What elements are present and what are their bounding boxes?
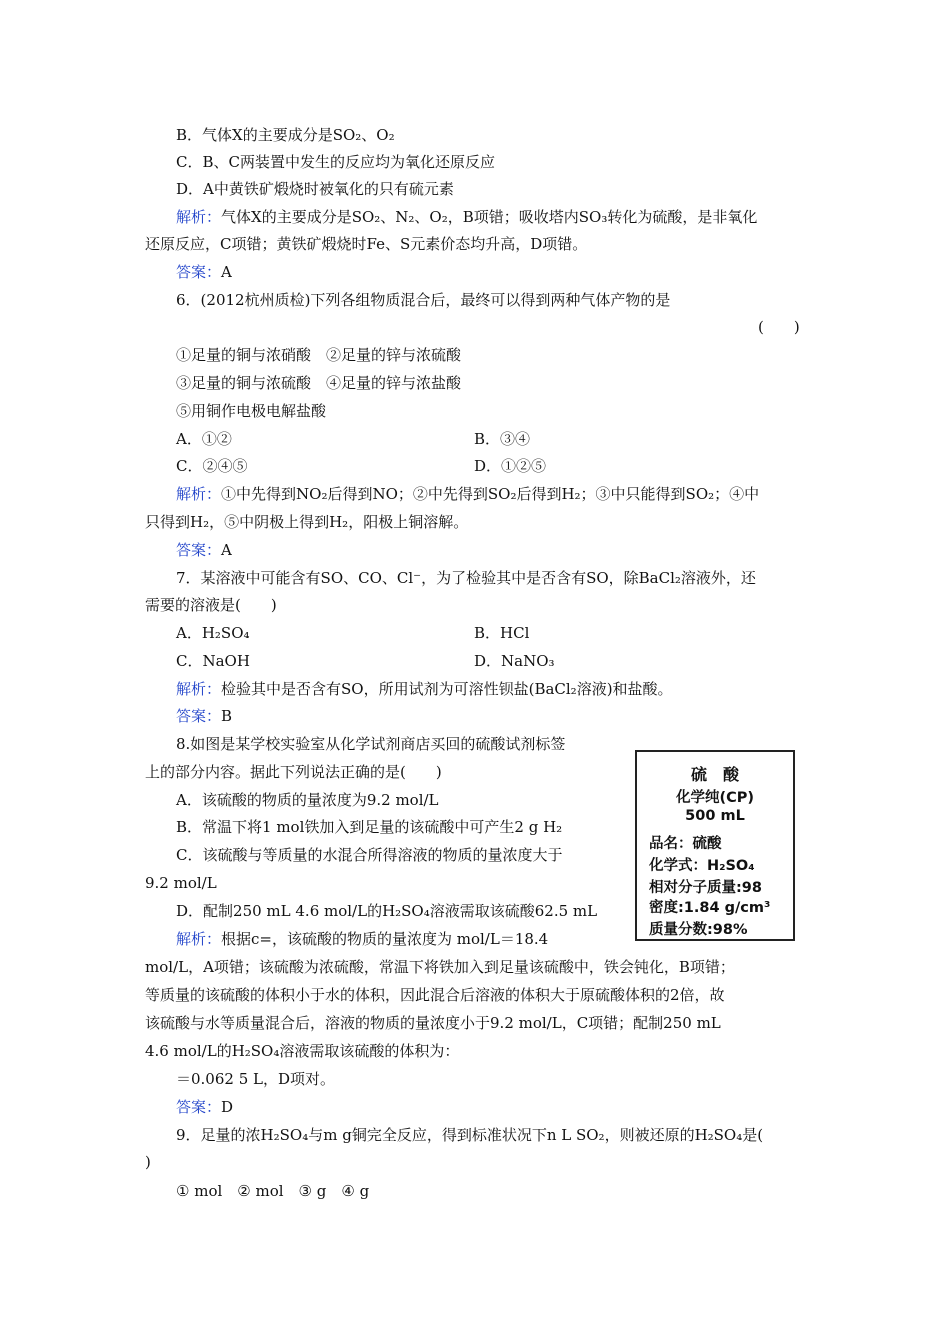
q8-option-c-line-2: 9.2 mol/L bbox=[145, 874, 217, 892]
q7-stem-line-1: 7．某溶液中可能含有SO、CO、Cl⁻，为了检验其中是否含有SO，除BaCl₂溶液外，还 bbox=[176, 569, 756, 587]
q8-analysis-line-1 bbox=[176, 928, 548, 950]
q8-analysis-line-6: ＝0.062 5 L，D项对。 bbox=[176, 1070, 336, 1088]
answer-value: B bbox=[221, 707, 233, 725]
q7-option-c: C．NaOH bbox=[176, 652, 250, 670]
q5-option-b: B．气体X的主要成分是SO₂、O₂ bbox=[176, 126, 395, 144]
label-grade: 化学纯(CP) bbox=[675, 790, 755, 806]
q8-analysis-line-2: mol/L，A项错；该硫酸为浓硫酸，常温下将铁加入到足量该硫酸中，铁会钝化，B项错； bbox=[145, 958, 735, 976]
q8-option-c-line-1: C．该硫酸与等质量的水混合所得溶液的物质的量浓度大于 bbox=[176, 846, 563, 864]
q8-stem-line-2: 上的部分内容。据此下列说法正确的是( ) bbox=[145, 763, 442, 781]
q6-option-c: C．②④⑤ bbox=[176, 457, 248, 475]
q6-option-a: A．①② bbox=[176, 430, 232, 448]
analysis-text: ①中先得到NO₂后得到NO；②中先得到SO₂后得到H₂；③中只能得到SO₂；④中 bbox=[221, 485, 760, 503]
answer-value: A bbox=[221, 541, 232, 559]
analysis-text: 根据c=，该硫酸的物质的量浓度为 mol/L＝18.4 bbox=[221, 930, 549, 948]
label-title: 硫 酸 bbox=[690, 765, 739, 784]
q9-stem-line-2: ) bbox=[145, 1153, 151, 1171]
q8-option-d: D．配制250 mL 4.6 mol/L的H₂SO₄溶液需取该硫酸62.5 mL bbox=[176, 902, 598, 920]
q8-analysis-line-4: 该硫酸与水等质量混合后，溶液的物质的量浓度小于9.2 mol/L，C项错；配制250 mL bbox=[145, 1014, 721, 1032]
q9-items: ① mol ② mol ③ g ④ g bbox=[176, 1182, 370, 1200]
q8-answer bbox=[176, 1096, 233, 1118]
q6-answer-paren: ( ) bbox=[758, 318, 800, 336]
q6-items-3-4: ③足量的铜与浓硫酸 ④足量的锌与浓盐酸 bbox=[176, 374, 462, 392]
analysis-text: 检验其中是否含有SO，所用试剂为可溶性钡盐(BaCl₂溶液)和盐酸。 bbox=[221, 680, 673, 698]
q7-option-b: B．HCl bbox=[474, 624, 530, 642]
label-molar-mass: 相对分子质量:98 bbox=[649, 880, 762, 896]
answer-label: 答案： bbox=[176, 707, 222, 725]
label-formula: 化学式：H₂SO₄ bbox=[649, 858, 755, 874]
analysis-text: 气体X的主要成分是SO₂、N₂、O₂，B项错；吸收塔内SO₃转化为硫酸，是非氧化 bbox=[221, 208, 758, 226]
q6-option-d: D．①②⑤ bbox=[474, 457, 547, 475]
label-volume: 500 mL bbox=[685, 808, 745, 824]
q6-item-5: ⑤用铜作电极电解盐酸 bbox=[176, 402, 327, 420]
label-mass-fraction: 质量分数:98% bbox=[649, 922, 748, 938]
q8-analysis-line-3: 等质量的该硫酸的体积小于水的体积，因此混合后溶液的体积大于原硫酸体积的2倍，故 bbox=[145, 986, 725, 1004]
q6-option-b: B．③④ bbox=[474, 430, 531, 448]
q8-analysis-line-5: 4.6 mol/L的H₂SO₄溶液需取该硫酸的体积为： bbox=[145, 1042, 460, 1060]
analysis-label: 解析： bbox=[176, 930, 222, 948]
q6-items-1-2: ①足量的铜与浓硝酸 ②足量的锌与浓硫酸 bbox=[176, 346, 462, 364]
q5-answer bbox=[176, 261, 232, 283]
q8-option-b: B．常温下将1 mol铁加入到足量的该硫酸中可产生2 g H₂ bbox=[176, 818, 563, 836]
answer-label: 答案： bbox=[176, 263, 222, 281]
q6-answer bbox=[176, 539, 232, 561]
q9-stem-line-1: 9．足量的浓H₂SO₄与m g铜完全反应，得到标准状况下n L SO₂，则被还原的H₂SO₄是( bbox=[176, 1126, 764, 1144]
q6-analysis-line-2: 只得到H₂，⑤中阴极上得到H₂，阳极上铜溶解。 bbox=[145, 513, 469, 531]
answer-label: 答案： bbox=[176, 541, 222, 559]
analysis-label: 解析： bbox=[176, 680, 222, 698]
q5-analysis-line-1 bbox=[176, 206, 757, 228]
q5-option-c: C．B、C两装置中发生的反应均为氧化还原反应 bbox=[176, 153, 495, 171]
q7-option-d: D．NaNO₃ bbox=[474, 652, 555, 670]
q7-answer bbox=[176, 705, 232, 727]
q8-option-a: A．该硫酸的物质的量浓度为9.2 mol/L bbox=[176, 791, 439, 809]
label-name: 品名：硫酸 bbox=[649, 836, 722, 852]
answer-value: A bbox=[221, 263, 232, 281]
q6-analysis-line-1 bbox=[176, 483, 759, 505]
reagent-label-figure bbox=[635, 750, 795, 941]
q7-option-a: A．H₂SO₄ bbox=[176, 624, 250, 642]
q8-stem-line-1: 8.如图是某学校实验室从化学试剂商店买回的硫酸试剂标签 bbox=[176, 735, 566, 753]
answer-value: D bbox=[221, 1098, 234, 1116]
q7-stem-line-2: 需要的溶液是( ) bbox=[145, 596, 277, 614]
q7-analysis bbox=[176, 678, 673, 700]
label-density: 密度:1.84 g/cm³ bbox=[649, 900, 771, 916]
q5-option-d: D．A中黄铁矿煅烧时被氧化的只有硫元素 bbox=[176, 180, 454, 198]
analysis-label: 解析： bbox=[176, 208, 222, 226]
q5-analysis-line-2: 还原反应，C项错；黄铁矿煅烧时Fe、S元素价态均升高，D项错。 bbox=[145, 235, 588, 253]
analysis-label: 解析： bbox=[176, 485, 222, 503]
q6-stem: 6．(2012杭州质检)下列各组物质混合后，最终可以得到两种气体产物的是 bbox=[176, 291, 671, 309]
answer-label: 答案： bbox=[176, 1098, 222, 1116]
